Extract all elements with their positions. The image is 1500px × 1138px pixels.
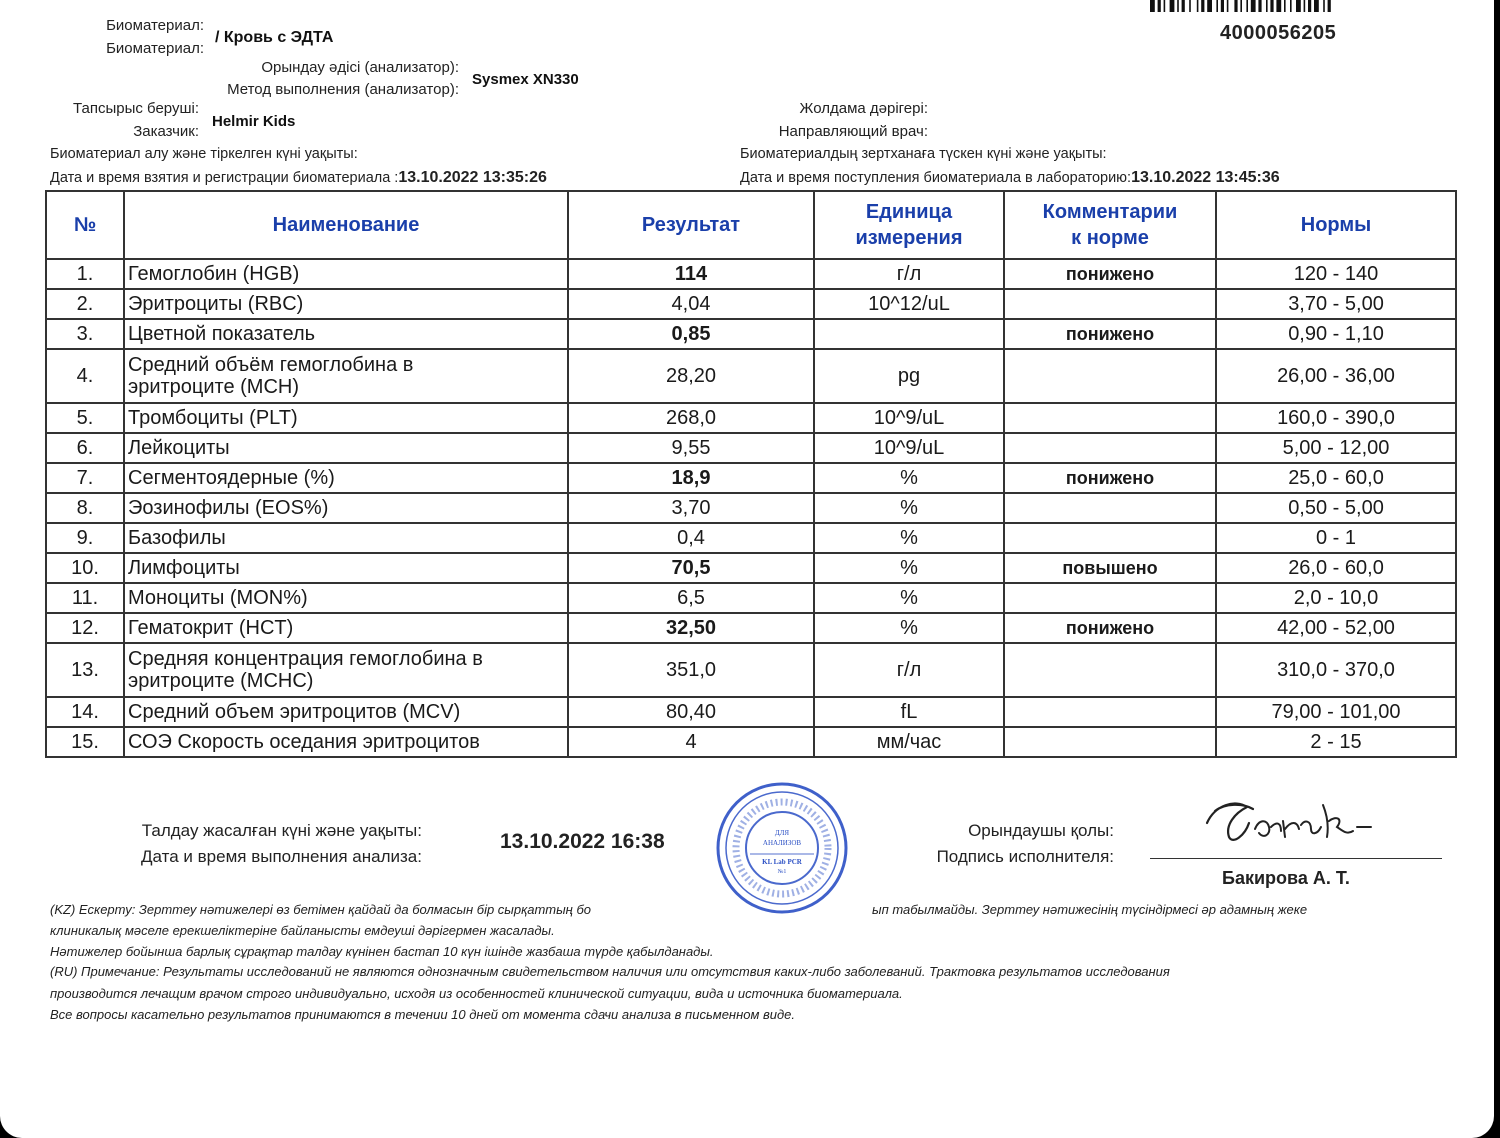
- row-comment: [1004, 493, 1216, 523]
- row-name-line2: эритроците (MCH): [128, 376, 300, 398]
- row-result: 18,9: [568, 463, 814, 493]
- signature-line: [1150, 858, 1442, 859]
- row-name: Гемоглобин (HGB): [124, 259, 568, 289]
- row-num: 5.: [46, 403, 124, 433]
- row-name: Средний объем эритроцитов (MCV): [124, 697, 568, 727]
- lab-stamp-seal: [714, 780, 850, 916]
- row-comment: [1004, 433, 1216, 463]
- col-header-comment-line2: к норме: [1071, 227, 1149, 249]
- note-kz-line1b: ып табылмайды. Зерттеу нәтижесінің түсіндірмесі әр адамның жеке: [872, 902, 1308, 917]
- note-ru-line2: производится лечащим врачом строго индивидуально, исходя из особенностей клинической ситуации, вида и источника биоматериала.: [50, 986, 903, 1001]
- row-num: 6.: [46, 433, 124, 463]
- stamp-text-line2: АНАЛИЗОВ: [762, 839, 802, 847]
- table-row: [46, 727, 1456, 757]
- barcode-bar: [1304, 0, 1306, 12]
- row-result: 32,50: [568, 613, 814, 643]
- barcode-bar: [1177, 0, 1179, 12]
- taken-kz-label: Биоматериал алу және тіркелген күні уақыты:: [50, 146, 358, 162]
- row-unit: %: [814, 613, 1004, 643]
- taken-datetime-line: [50, 169, 547, 187]
- barcode-graphic: [1150, 0, 1425, 12]
- table-row: [46, 697, 1456, 727]
- barcode-bar: [1201, 0, 1204, 12]
- barcode-bar: [1296, 0, 1301, 12]
- row-name-line1: Средняя концентрация гемоглобина в: [128, 648, 483, 670]
- barcode-bar: [1170, 0, 1175, 12]
- table-row: [46, 403, 1456, 433]
- handwritten-signature: [1195, 785, 1395, 855]
- taken-ru-label: Дата и время взятия и регистрации биоматериала :: [50, 170, 399, 186]
- row-name: Эозинофилы (EOS%): [124, 493, 568, 523]
- row-name: Моноциты (MON%): [124, 583, 568, 613]
- row-name: СОЭ Скорость оседания эритроцитов: [124, 727, 568, 757]
- table-row: [46, 643, 1456, 697]
- row-comment: [1004, 523, 1216, 553]
- row-norm: 2 - 15: [1216, 727, 1456, 757]
- results-table: [45, 190, 1457, 758]
- signature-text: Бакир-: [1195, 785, 1199, 786]
- doctor-ru-label: Направляющий врач:: [778, 123, 928, 140]
- barcode-bar: [1251, 0, 1256, 12]
- row-result: 4: [568, 727, 814, 757]
- row-norm: 79,00 - 101,00: [1216, 697, 1456, 727]
- biomaterial-value: / Кровь с ЭДТА: [215, 29, 334, 46]
- signature-kz-label: Орындаушы қолы:: [968, 821, 1114, 840]
- row-comment: [1004, 643, 1216, 697]
- doctor-kz-label: Жолдама дәрігері:: [799, 100, 928, 117]
- table-row: [46, 523, 1456, 553]
- note-ru-line3: Все вопросы касательно результатов принимаются в течении 10 дней от момента сдачи анализа в письменном виде.: [50, 1007, 796, 1022]
- method-value: Sysmex XN330: [472, 71, 579, 88]
- barcode-bar: [1216, 0, 1218, 12]
- received-datetime-line: [740, 169, 1280, 187]
- row-unit: 10^12/uL: [814, 289, 1004, 319]
- col-header-result: Результат: [568, 191, 814, 259]
- row-num: 15.: [46, 727, 124, 757]
- row-norm: 26,0 - 60,0: [1216, 553, 1456, 583]
- row-name: Тромбоциты (PLT): [124, 403, 568, 433]
- row-unit: 10^9/uL: [814, 433, 1004, 463]
- row-result: 114: [568, 259, 814, 289]
- row-comment: понижено: [1004, 613, 1216, 643]
- barcode-bar: [1150, 0, 1155, 12]
- barcode-bar: [1328, 0, 1331, 12]
- table-row: [46, 583, 1456, 613]
- note-kz-line2: клиникалық мәселе ерекшеліктеріне байланысты емдеуші дәрігермен жасалады.: [50, 923, 555, 938]
- row-unit: %: [814, 583, 1004, 613]
- row-result: 70,5: [568, 553, 814, 583]
- row-name: Базофилы: [124, 523, 568, 553]
- row-name: Сегментоядерные (%): [124, 463, 568, 493]
- row-num: 1.: [46, 259, 124, 289]
- row-name: Эритроциты (RBC): [124, 289, 568, 319]
- table-row: [46, 493, 1456, 523]
- customer-value: Helmir Kids: [212, 113, 296, 130]
- done-ru-label: Дата и время выполнения анализа:: [141, 847, 422, 866]
- biomaterial-kz-label: Биоматериал:: [106, 17, 204, 34]
- barcode-bar: [1276, 0, 1281, 12]
- table-row: [46, 259, 1456, 289]
- row-comment: [1004, 289, 1216, 319]
- barcode-bar: [1314, 0, 1319, 12]
- stamp-text-line1: ДЛЯ: [774, 829, 790, 837]
- row-result: 6,5: [568, 583, 814, 613]
- row-norm: 0,90 - 1,10: [1216, 319, 1456, 349]
- row-unit: %: [814, 493, 1004, 523]
- row-num: 12.: [46, 613, 124, 643]
- barcode-bar: [1234, 0, 1237, 12]
- row-comment: повышено: [1004, 553, 1216, 583]
- table-row: [46, 553, 1456, 583]
- col-header-comment-line1: Комментарии: [1042, 201, 1178, 223]
- stamp-text-line3: KL Lab PCR: [762, 858, 802, 866]
- row-unit: %: [814, 523, 1004, 553]
- barcode-bar: [1308, 0, 1311, 12]
- stamp-text-line4: №1: [777, 869, 787, 875]
- row-norm: 160,0 - 390,0: [1216, 403, 1456, 433]
- biomaterial-ru-label: Биоматериал:: [106, 40, 204, 57]
- row-num: 10.: [46, 553, 124, 583]
- row-unit: мм/час: [814, 727, 1004, 757]
- row-norm: 310,0 - 370,0: [1216, 643, 1456, 697]
- note-kz-line1a: (KZ) Ескерту: Зерттеу нәтижелері өз бетімен қайдай да болмасын бір сырқаттың бо: [50, 902, 591, 917]
- barcode-bar: [1189, 0, 1191, 12]
- col-header-unit-line1: Единица: [865, 201, 953, 223]
- col-header-num: №: [46, 191, 124, 259]
- row-name-line1: Средний объём гемоглобина в: [128, 354, 414, 376]
- barcode-bar: [1258, 0, 1261, 12]
- row-result: 0,4: [568, 523, 814, 553]
- barcode-bar: [1158, 0, 1161, 12]
- done-kz-label: Талдау жасалған күні және уақыты:: [141, 821, 422, 840]
- table-row: [46, 289, 1456, 319]
- barcode-bar: [1284, 0, 1286, 12]
- barcode-bar: [1290, 0, 1292, 12]
- barcode-bar: [1182, 0, 1185, 12]
- row-norm: 0 - 1: [1216, 523, 1456, 553]
- received-kz-label: Биоматериалдың зертханаға түскен күні және уақыты:: [740, 146, 1107, 162]
- row-name: [124, 349, 568, 403]
- row-name: Лейкоциты: [124, 433, 568, 463]
- table-row: [46, 319, 1456, 349]
- row-name-line2: эритроците (MCHC): [128, 670, 314, 692]
- customer-kz-label: Тапсырыс беруші:: [73, 100, 199, 117]
- row-num: 14.: [46, 697, 124, 727]
- row-num: 7.: [46, 463, 124, 493]
- col-header-name: Наименование: [124, 191, 568, 259]
- row-name: Лимфоциты: [124, 553, 568, 583]
- row-comment: [1004, 727, 1216, 757]
- barcode-bar: [1227, 0, 1229, 12]
- row-result: 28,20: [568, 349, 814, 403]
- row-unit: %: [814, 463, 1004, 493]
- col-header-unit-line2: измерения: [855, 227, 963, 249]
- table-row: [46, 463, 1456, 493]
- row-name: Цветной показатель: [124, 319, 568, 349]
- row-result: 4,04: [568, 289, 814, 319]
- row-num: 8.: [46, 493, 124, 523]
- barcode-bar: [1207, 0, 1212, 12]
- barcode-bar: [1270, 0, 1273, 12]
- customer-ru-label: Заказчик:: [133, 123, 199, 140]
- barcode-bar: [1197, 0, 1199, 12]
- row-num: 4.: [46, 349, 124, 403]
- col-header-norm: Нормы: [1216, 191, 1456, 259]
- row-result: 80,40: [568, 697, 814, 727]
- row-result: 3,70: [568, 493, 814, 523]
- row-unit: pg: [814, 349, 1004, 403]
- barcode-number: 4000056205: [1220, 22, 1337, 44]
- row-unit: fL: [814, 697, 1004, 727]
- row-unit: г/л: [814, 643, 1004, 697]
- row-num: 3.: [46, 319, 124, 349]
- row-unit: 10^9/uL: [814, 403, 1004, 433]
- row-norm: 2,0 - 10,0: [1216, 583, 1456, 613]
- table-row: [46, 349, 1456, 403]
- row-norm: 42,00 - 52,00: [1216, 613, 1456, 643]
- row-comment: [1004, 697, 1216, 727]
- method-ru-label: Метод выполнения (анализатор):: [227, 81, 459, 98]
- row-norm: 3,70 - 5,00: [1216, 289, 1456, 319]
- taken-value: 13.10.2022 13:35:26: [398, 169, 547, 186]
- barcode-bar: [1266, 0, 1268, 12]
- method-kz-label: Орындау әдісі (анализатор):: [261, 59, 459, 76]
- barcode-bar: [1323, 0, 1325, 12]
- row-comment: понижено: [1004, 259, 1216, 289]
- row-norm: 0,50 - 5,00: [1216, 493, 1456, 523]
- table-row: [46, 433, 1456, 463]
- row-result: 351,0: [568, 643, 814, 697]
- barcode-bar: [1246, 0, 1248, 12]
- row-norm: 26,00 - 36,00: [1216, 349, 1456, 403]
- note-ru-line1: (RU) Примечание: Результаты исследований не являются однозначным свидетельством наличия или отсутствия каких-либо заболеваний. Трактовка результатов исследования: [50, 964, 1170, 979]
- note-kz-line3: Нәтижелер бойынша барлық сұрақтар талдау күнінен бастап 10 күн ішінде жазбаша түрде қабылданады.: [50, 944, 714, 959]
- row-unit: %: [814, 553, 1004, 583]
- row-num: 2.: [46, 289, 124, 319]
- row-norm: 5,00 - 12,00: [1216, 433, 1456, 463]
- row-comment: понижено: [1004, 319, 1216, 349]
- row-norm: 120 - 140: [1216, 259, 1456, 289]
- row-comment: понижено: [1004, 463, 1216, 493]
- row-num: 11.: [46, 583, 124, 613]
- row-comment: [1004, 403, 1216, 433]
- row-result: 9,55: [568, 433, 814, 463]
- barcode-bar: [1240, 0, 1242, 12]
- row-norm: 25,0 - 60,0: [1216, 463, 1456, 493]
- row-result: 268,0: [568, 403, 814, 433]
- row-name: Гематокрит (HCT): [124, 613, 568, 643]
- col-header-comment: [1004, 191, 1216, 259]
- row-unit: г/л: [814, 259, 1004, 289]
- received-value: 13.10.2022 13:45:36: [1131, 169, 1280, 186]
- table-row: [46, 613, 1456, 643]
- row-comment: [1004, 583, 1216, 613]
- col-header-unit: [814, 191, 1004, 259]
- row-num: 13.: [46, 643, 124, 697]
- barcode-bar: [1164, 0, 1166, 12]
- signature-ru-label: Подпись исполнителя:: [936, 847, 1114, 866]
- row-num: 9.: [46, 523, 124, 553]
- row-result: 0,85: [568, 319, 814, 349]
- received-ru-label: Дата и время поступления биоматериала в лабораторию:: [740, 170, 1132, 186]
- signer-name: Бакирова А. Т.: [1222, 868, 1350, 888]
- row-comment: [1004, 349, 1216, 403]
- barcode-bar: [1221, 0, 1224, 12]
- row-name: [124, 643, 568, 697]
- done-datetime-value: 13.10.2022 16:38: [500, 830, 665, 853]
- row-unit: [814, 319, 1004, 349]
- table-header-row: [46, 191, 1456, 259]
